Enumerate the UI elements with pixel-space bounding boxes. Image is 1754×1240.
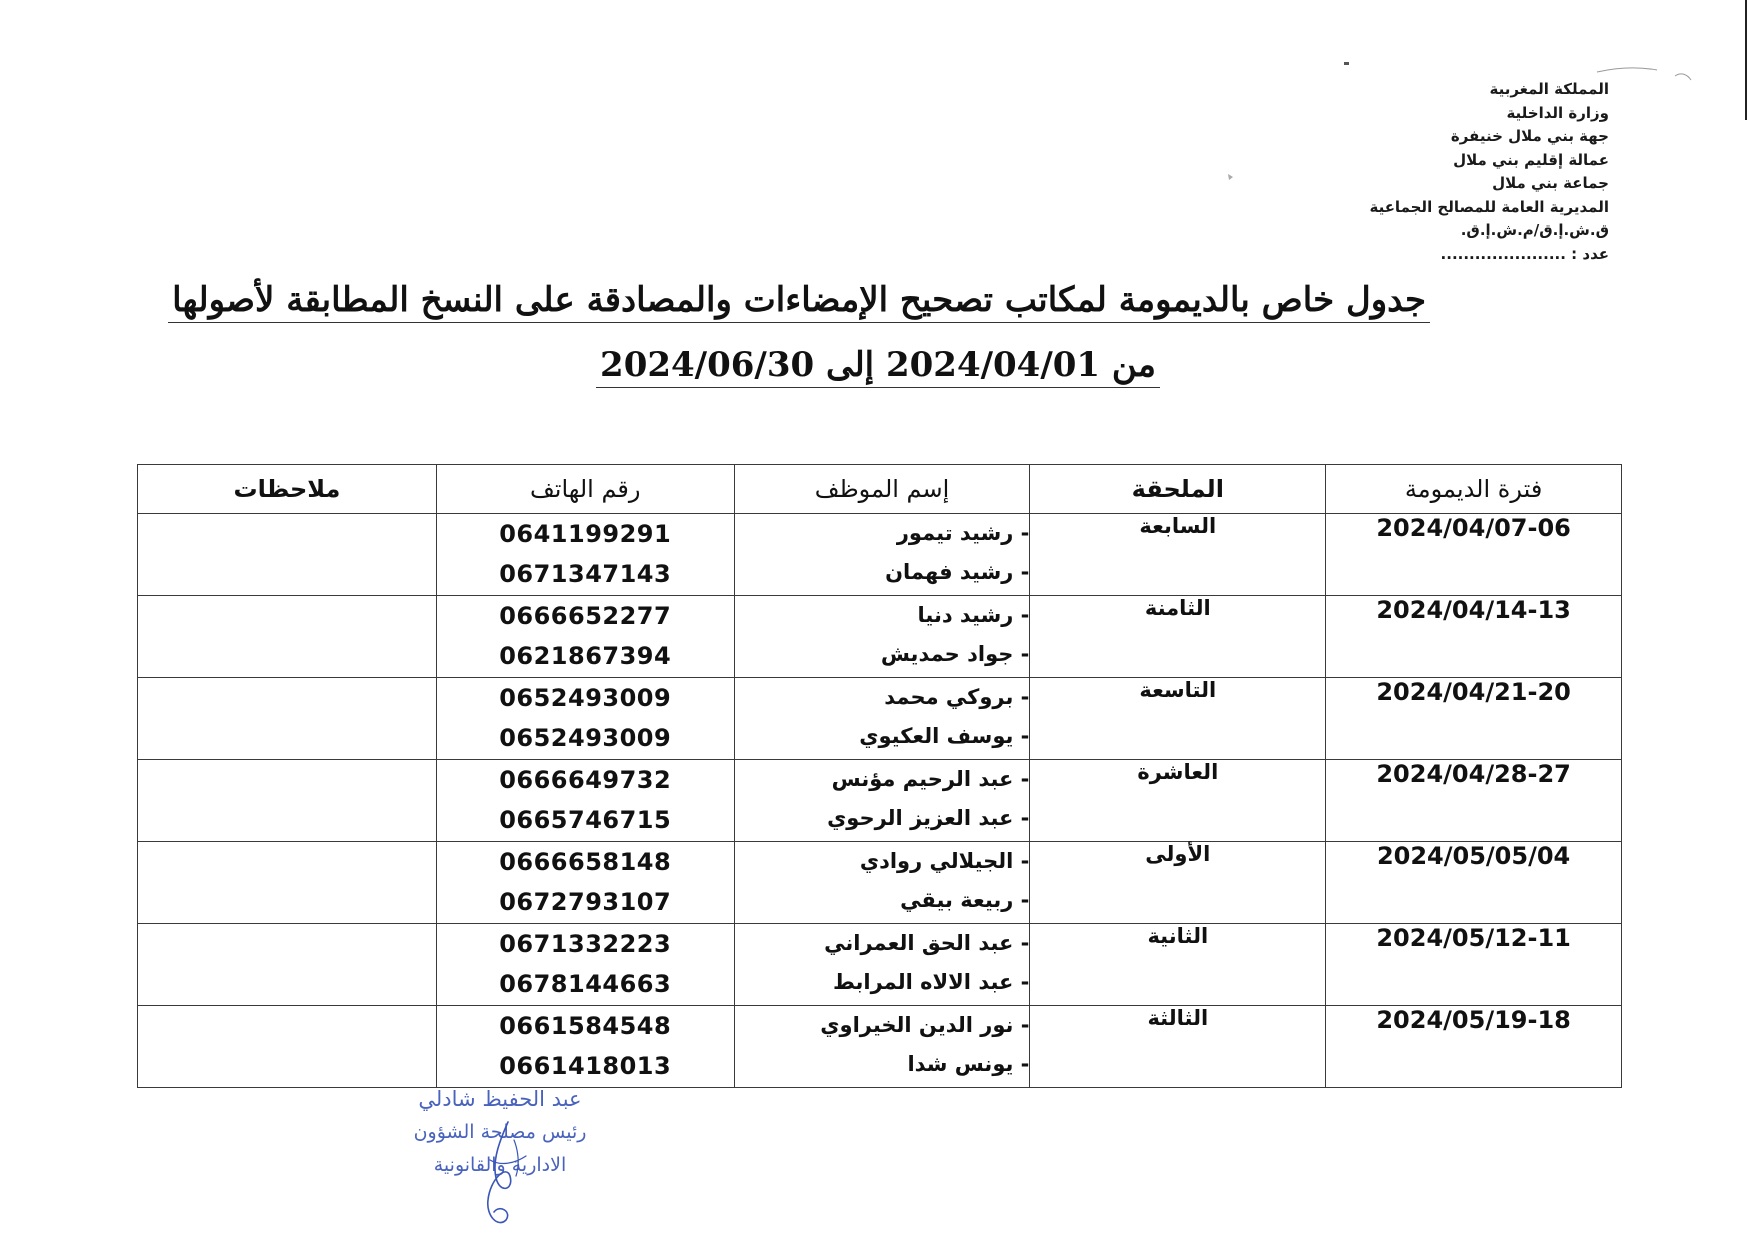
scan-edge-line — [1745, 0, 1747, 120]
letterhead — [1369, 78, 1609, 266]
scan-speck — [1226, 172, 1236, 182]
employee-name: - يوسف العكيوي — [859, 724, 1030, 748]
table-row — [138, 678, 1622, 760]
employee-name: - رشيد فهمان — [885, 560, 1030, 584]
cell-names — [734, 514, 1030, 596]
scan-speck — [1343, 60, 1353, 68]
document-title-text: جدول خاص بالديمومة لمكاتب تصحيح الإمضاءات والمصادقة على النسخ المطابقة لأصولها — [168, 280, 1430, 323]
cell-notes — [138, 924, 437, 1006]
employee-name: - رشيد تيمور — [896, 521, 1030, 545]
cell-period: 2024/05/19-18 — [1326, 1006, 1622, 1088]
cell-period: 2024/04/21-20 — [1326, 678, 1622, 760]
duty-schedule-table — [137, 464, 1622, 1088]
cell-phones — [436, 924, 734, 1006]
stamp-department: الادارية والقانونية — [433, 1154, 567, 1176]
phone-number: 0641199291 — [499, 520, 672, 548]
cell-notes — [138, 678, 437, 760]
document-title — [172, 280, 1430, 323]
cell-notes — [138, 760, 437, 842]
phone-number: 0666649732 — [499, 766, 672, 794]
handwritten-signature — [470, 1120, 540, 1230]
header-phone: رقم الهاتف — [436, 465, 734, 514]
number-dots: ...................... — [1440, 244, 1566, 263]
cell-names — [734, 1006, 1030, 1088]
cell-period: 2024/04/07-06 — [1326, 514, 1622, 596]
header-line-kingdom: المملكة المغربية — [1489, 80, 1609, 98]
document-subtitle — [600, 345, 1160, 388]
cell-notes — [138, 842, 437, 924]
employee-name: - عبد الحق العمراني — [824, 931, 1030, 955]
employee-name: - رشيد دنيا — [917, 603, 1030, 627]
employee-name: - بروكي محمد — [884, 685, 1030, 709]
cell-names — [734, 760, 1030, 842]
phone-number: 0665746715 — [499, 806, 672, 834]
table-row — [138, 842, 1622, 924]
employee-name: - الجيلالي روادي — [859, 849, 1030, 873]
cell-phones — [436, 1006, 734, 1088]
cell-annex: السابعة — [1030, 514, 1326, 596]
stamp-name: عبد الحفيظ شادلي — [418, 1087, 582, 1111]
phone-number: 0621867394 — [499, 642, 672, 670]
header-line-region: جهة بني ملال خنيفرة — [1450, 127, 1609, 145]
employee-name: - جواد حمديش — [880, 642, 1030, 666]
stamp-title: رئيس مصلحة الشؤون — [413, 1121, 587, 1143]
phone-number: 0671332223 — [499, 930, 672, 958]
header-line-prefecture: عمالة إقليم بني ملال — [1453, 150, 1609, 169]
table-row — [138, 596, 1622, 678]
cell-names — [734, 924, 1030, 1006]
phone-number: 0672793107 — [499, 888, 672, 916]
header-line-directorate: المديرية العامة للمصالح الجماعية — [1369, 197, 1609, 216]
cell-period: 2024/04/14-13 — [1326, 596, 1622, 678]
table-header-row — [138, 465, 1622, 514]
employee-name: - ربيعة بيقي — [900, 888, 1030, 912]
cell-annex: الثانية — [1030, 924, 1326, 1006]
cell-annex: التاسعة — [1030, 678, 1326, 760]
cell-notes — [138, 1006, 437, 1088]
table-row — [138, 760, 1622, 842]
phone-number: 0652493009 — [499, 684, 672, 712]
phone-number: 0652493009 — [499, 724, 672, 752]
cell-phones — [436, 678, 734, 760]
phone-number: 0666658148 — [499, 848, 672, 876]
table-row — [138, 1006, 1622, 1088]
header-line-number — [1369, 243, 1609, 267]
header-notes: ملاحظات — [138, 465, 437, 514]
header-employee-name: إسم الموظف — [734, 465, 1030, 514]
header-line-ministry: وزارة الداخلية — [1506, 103, 1609, 122]
cell-annex: الثامنة — [1030, 596, 1326, 678]
cell-phones — [436, 514, 734, 596]
phone-number: 0666652277 — [499, 602, 672, 630]
phone-number: 0661584548 — [499, 1012, 672, 1040]
cell-annex: الأولى — [1030, 842, 1326, 924]
cell-annex: الثالثة — [1030, 1006, 1326, 1088]
table-row — [138, 514, 1622, 596]
cell-period: 2024/05/05/04 — [1326, 842, 1622, 924]
phone-number: 0678144663 — [499, 970, 672, 998]
employee-name: - عبد العزيز الرحوي — [827, 806, 1030, 830]
cell-notes — [138, 514, 437, 596]
number-label: عدد : — [1571, 244, 1609, 263]
cell-phones — [436, 842, 734, 924]
cell-names — [734, 842, 1030, 924]
cell-notes — [138, 596, 437, 678]
header-line-commune: جماعة بني ملال — [1492, 174, 1609, 192]
cell-period: 2024/05/12-11 — [1326, 924, 1622, 1006]
header-line-reference: ق.ش.إ.ق/م.ش.إ.ق. — [1460, 221, 1609, 239]
cell-phones — [436, 760, 734, 842]
header-annex: الملحقة — [1030, 465, 1326, 514]
employee-name: - عبد الالاه المرابط — [833, 970, 1030, 994]
cell-names — [734, 678, 1030, 760]
employee-name: - عبد الرحيم مؤنس — [831, 767, 1030, 791]
header-period: فترة الديمومة — [1326, 465, 1622, 514]
phone-number: 0671347143 — [499, 560, 672, 588]
employee-name: - يونس شدا — [907, 1052, 1030, 1076]
cell-annex: العاشرة — [1030, 760, 1326, 842]
cell-phones — [436, 596, 734, 678]
document-subtitle-text: من 2024/04/01 إلى 2024/06/30 — [596, 345, 1160, 388]
table-row — [138, 924, 1622, 1006]
cell-period: 2024/04/28-27 — [1326, 760, 1622, 842]
employee-name: - نور الدين الخيراوي — [820, 1013, 1030, 1037]
cell-names — [734, 596, 1030, 678]
scan-mark — [1595, 62, 1705, 92]
phone-number: 0661418013 — [499, 1052, 672, 1080]
